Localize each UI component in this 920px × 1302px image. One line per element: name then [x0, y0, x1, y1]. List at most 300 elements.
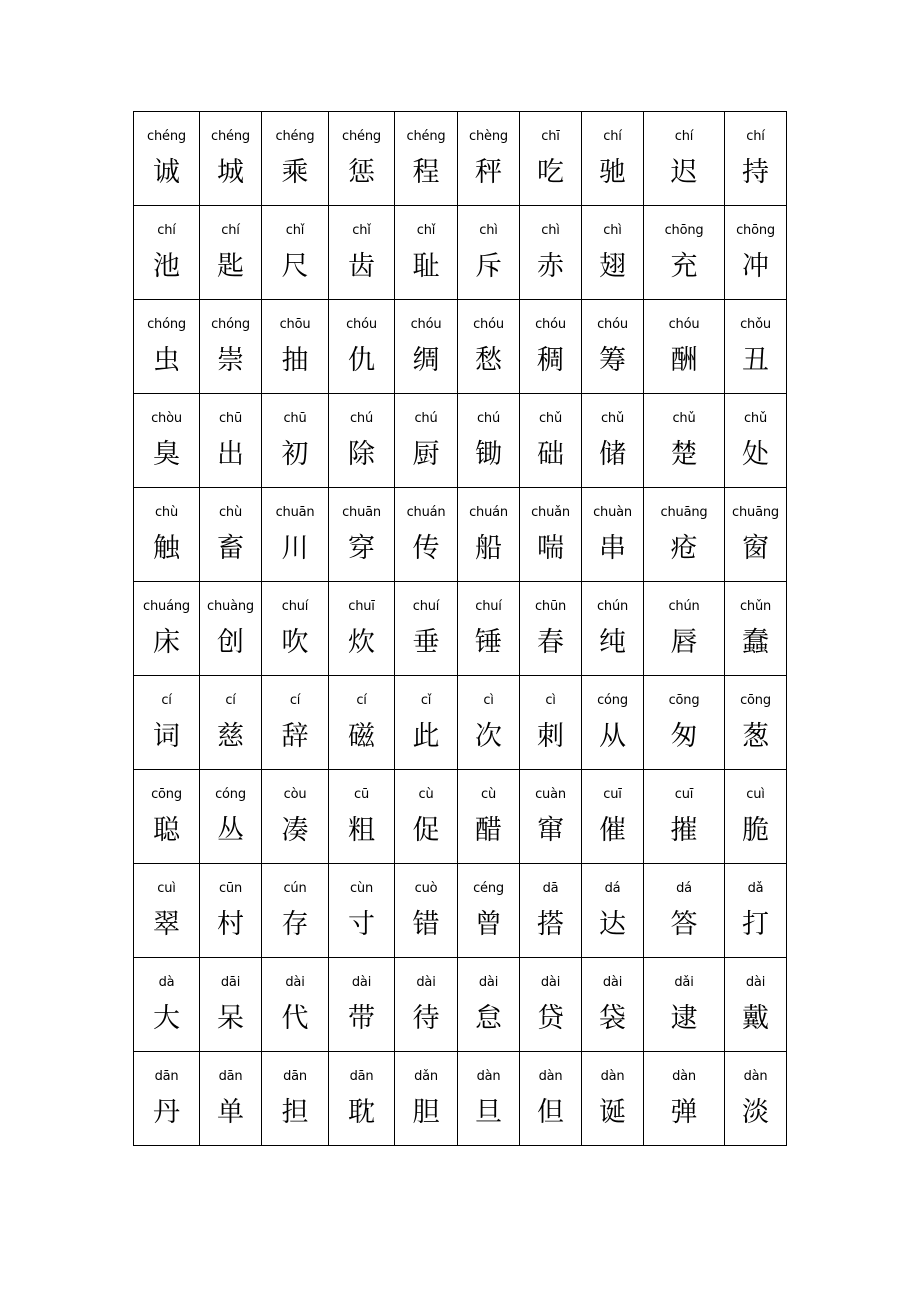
character-cell [329, 300, 395, 394]
hanzi-character: 惩 [348, 157, 375, 188]
pinyin-label: dǎ [747, 881, 764, 896]
pinyin-label: dài [416, 975, 436, 990]
pinyin-label: chūn [534, 599, 567, 614]
hanzi-character: 窜 [537, 815, 564, 846]
table-row [134, 582, 787, 676]
hanzi-character: 曾 [475, 909, 502, 940]
pinyin-label: cuì [746, 787, 765, 802]
hanzi-character: 创 [217, 627, 244, 658]
pinyin-label: cì [483, 693, 494, 708]
character-cell [200, 394, 262, 488]
pinyin-label: cuī [603, 787, 622, 802]
pinyin-label: cí [356, 693, 367, 708]
pinyin-label: chū [218, 411, 243, 426]
character-cell [329, 112, 395, 206]
hanzi-character: 待 [412, 1003, 440, 1034]
character-cell [200, 676, 262, 770]
character-cell [134, 394, 200, 488]
pinyin-label: chuí [475, 599, 502, 614]
hanzi-character: 处 [742, 439, 769, 470]
hanzi-character: 崇 [217, 345, 244, 376]
pinyin-label: cūn [218, 881, 243, 896]
pinyin-label: chǒu [740, 317, 771, 332]
character-cell [329, 770, 395, 864]
character-cell [520, 300, 582, 394]
pinyin-label: chuāng [660, 505, 708, 520]
character-cell [458, 1052, 520, 1146]
hanzi-character: 虫 [153, 345, 180, 376]
pinyin-label: chí [221, 223, 240, 238]
pinyin-label: chì [479, 223, 498, 238]
pinyin-label: chuáng [143, 599, 190, 614]
hanzi-character: 诞 [599, 1097, 626, 1128]
character-cell [644, 488, 725, 582]
character-cell [395, 864, 458, 958]
pinyin-label: chōng [664, 223, 704, 238]
hanzi-character: 愁 [475, 345, 502, 376]
character-cell [329, 958, 395, 1052]
pinyin-label: chǔ [538, 411, 563, 426]
character-cell [725, 112, 787, 206]
hanzi-character: 大 [153, 1003, 180, 1034]
hanzi-character: 船 [475, 533, 502, 564]
hanzi-character: 丛 [217, 815, 244, 846]
pinyin-label: chì [541, 223, 560, 238]
character-cell [329, 864, 395, 958]
hanzi-character: 寸 [348, 909, 375, 940]
pinyin-label: chuàn [593, 505, 632, 520]
hanzi-character: 存 [281, 909, 309, 940]
hanzi-character: 川 [281, 533, 309, 564]
hanzi-character: 厨 [412, 439, 440, 470]
pinyin-label: cōng [740, 693, 771, 708]
character-cell [262, 958, 329, 1052]
hanzi-character: 吃 [537, 157, 564, 188]
pinyin-label: chú [414, 411, 438, 426]
pinyin-label: chéng [275, 129, 315, 144]
character-cell [329, 676, 395, 770]
hanzi-character: 穿 [348, 533, 375, 564]
hanzi-character: 匙 [217, 251, 244, 282]
hanzi-character: 臭 [153, 439, 180, 470]
character-cell [520, 394, 582, 488]
pinyin-label: dāi [220, 975, 241, 990]
character-cell [134, 958, 200, 1052]
hanzi-character: 答 [670, 909, 698, 940]
character-cell [134, 1052, 200, 1146]
character-cell [520, 112, 582, 206]
pinyin-label: chóng [147, 317, 186, 332]
pinyin-label: chí [746, 129, 765, 144]
pinyin-label: dàn [476, 1069, 501, 1084]
hanzi-character: 错 [412, 909, 440, 940]
character-cell [200, 770, 262, 864]
hanzi-character: 词 [153, 721, 180, 752]
character-cell [329, 582, 395, 676]
character-cell [582, 300, 644, 394]
pinyin-label: chú [476, 411, 501, 426]
hanzi-character: 稠 [537, 345, 564, 376]
character-cell [644, 112, 725, 206]
character-cell [520, 958, 582, 1052]
pinyin-label: cuò [414, 881, 438, 896]
table-row [134, 958, 787, 1052]
pinyin-label: chǔ [672, 411, 696, 426]
character-cell [395, 488, 458, 582]
character-cell [582, 394, 644, 488]
character-cell [644, 300, 725, 394]
character-cell [725, 300, 787, 394]
pinyin-label: dān [283, 1069, 307, 1084]
hanzi-character: 凑 [281, 815, 309, 846]
hanzi-character: 蠢 [742, 627, 769, 658]
hanzi-character: 抽 [281, 345, 309, 376]
character-cell [582, 206, 644, 300]
pinyin-label: cì [545, 693, 556, 708]
pinyin-label: cuī [674, 787, 694, 802]
character-cell [725, 582, 787, 676]
pinyin-label: dài [602, 975, 623, 990]
character-cell [200, 582, 262, 676]
character-cell [644, 1052, 725, 1146]
pinyin-label: cún [283, 881, 307, 896]
hanzi-character: 传 [412, 533, 440, 564]
hanzi-character: 赤 [537, 251, 564, 282]
character-cell [458, 112, 520, 206]
character-cell [395, 206, 458, 300]
pinyin-label: dàn [672, 1069, 696, 1084]
character-cell [458, 676, 520, 770]
character-cell [520, 676, 582, 770]
pinyin-label: cù [481, 787, 496, 802]
hanzi-character: 冲 [742, 251, 769, 282]
pinyin-label: chuāng [732, 505, 779, 520]
hanzi-character: 催 [599, 815, 626, 846]
hanzi-character: 唇 [670, 627, 698, 658]
pinyin-label: chún [596, 599, 629, 614]
character-cell [200, 1052, 262, 1146]
hanzi-character: 单 [217, 1097, 244, 1128]
hanzi-character: 达 [599, 909, 626, 940]
pinyin-label: cuàn [535, 787, 566, 802]
character-cell [200, 206, 262, 300]
hanzi-character: 持 [742, 157, 769, 188]
pinyin-label: dān [349, 1069, 374, 1084]
pinyin-label: chóu [668, 317, 700, 332]
pinyin-label: cǐ [420, 693, 432, 708]
hanzi-character: 秤 [475, 157, 502, 188]
character-cell [458, 394, 520, 488]
character-cell [725, 770, 787, 864]
character-cell [134, 300, 200, 394]
character-cell [262, 1052, 329, 1146]
character-cell [395, 112, 458, 206]
hanzi-character: 葱 [742, 721, 769, 752]
character-cell [582, 1052, 644, 1146]
hanzi-character: 驰 [599, 157, 626, 188]
pinyin-label: cuì [157, 881, 176, 896]
pinyin-label: cùn [349, 881, 374, 896]
pinyin-label: chì [603, 223, 622, 238]
pinyin-label: dài [745, 975, 766, 990]
pinyin-label: chuí [281, 599, 309, 614]
character-cell [395, 1052, 458, 1146]
pinyin-label: chǐ [352, 223, 371, 238]
hanzi-character: 春 [537, 627, 564, 658]
character-cell [134, 770, 200, 864]
pinyin-label: dā [542, 881, 559, 896]
hanzi-character: 匆 [670, 721, 698, 752]
pinyin-label: chǐ [416, 223, 436, 238]
pinyin-label: dān [154, 1069, 179, 1084]
table-row [134, 676, 787, 770]
hanzi-character: 酬 [670, 345, 698, 376]
pinyin-label: cóng [215, 787, 246, 802]
character-cell [458, 864, 520, 958]
pinyin-label: cí [161, 693, 172, 708]
hanzi-character: 吹 [281, 627, 309, 658]
pinyin-label: cū [354, 787, 369, 802]
character-cell [582, 770, 644, 864]
table-row [134, 864, 787, 958]
hanzi-character: 胆 [412, 1097, 440, 1128]
pinyin-label: dà [158, 975, 175, 990]
hanzi-character: 醋 [475, 815, 502, 846]
hanzi-character: 炊 [348, 627, 375, 658]
hanzi-character: 翠 [153, 909, 180, 940]
character-cell [262, 864, 329, 958]
pinyin-label: cōng [151, 787, 182, 802]
character-cell [395, 394, 458, 488]
table-row [134, 112, 787, 206]
character-cell [262, 300, 329, 394]
hanzi-character: 耽 [348, 1097, 375, 1128]
character-cell [520, 582, 582, 676]
pinyin-label: dài [285, 975, 305, 990]
pinyin-label: chù [154, 505, 179, 520]
hanzi-character: 绸 [412, 345, 440, 376]
hanzi-character: 弹 [670, 1097, 698, 1128]
pinyin-label: chèng [469, 129, 508, 144]
character-cell [200, 864, 262, 958]
pinyin-label: chún [668, 599, 700, 614]
pinyin-label: chí [603, 129, 622, 144]
hanzi-character: 耻 [412, 251, 440, 282]
table-row [134, 1052, 787, 1146]
hanzi-character: 村 [217, 909, 244, 940]
character-cell [262, 582, 329, 676]
hanzi-character: 串 [599, 533, 626, 564]
hanzi-character: 锄 [475, 439, 502, 470]
character-cell [134, 676, 200, 770]
character-cell [395, 770, 458, 864]
hanzi-character: 纯 [599, 627, 626, 658]
character-cell [644, 864, 725, 958]
character-cell [134, 112, 200, 206]
table-row [134, 488, 787, 582]
character-cell [520, 770, 582, 864]
pinyin-label: chóu [597, 317, 628, 332]
pinyin-label: chéng [406, 129, 446, 144]
pinyin-label: chéng [342, 129, 381, 144]
hanzi-character: 乘 [281, 157, 309, 188]
pinyin-label: chí [674, 129, 694, 144]
pinyin-label: chǔ [743, 411, 768, 426]
hanzi-character: 代 [281, 1003, 309, 1034]
character-cell [458, 300, 520, 394]
character-cell [520, 1052, 582, 1146]
pinyin-label: chū [283, 411, 307, 426]
pinyin-label: chóu [535, 317, 566, 332]
pinyin-label: dài [478, 975, 499, 990]
character-cell [262, 206, 329, 300]
pinyin-label: céng [473, 881, 504, 896]
character-cell [329, 488, 395, 582]
hanzi-character: 楚 [670, 439, 698, 470]
table-row [134, 300, 787, 394]
character-cell [582, 676, 644, 770]
hanzi-character: 齿 [348, 251, 375, 282]
hanzi-character: 搭 [537, 909, 564, 940]
pinyin-label: cóng [597, 693, 628, 708]
hanzi-character: 垂 [412, 627, 440, 658]
pinyin-label: cōng [668, 693, 700, 708]
character-cell [644, 206, 725, 300]
table-row [134, 770, 787, 864]
character-cell [262, 770, 329, 864]
character-cell [134, 582, 200, 676]
character-cell [725, 394, 787, 488]
character-cell [395, 676, 458, 770]
pinyin-label: dǎn [414, 1069, 438, 1084]
character-cell [725, 488, 787, 582]
pinyin-label: dài [540, 975, 561, 990]
character-cell [725, 676, 787, 770]
character-cell [520, 206, 582, 300]
pinyin-label: dàn [600, 1069, 625, 1084]
pinyin-label: dài [351, 975, 372, 990]
hanzi-character: 打 [742, 909, 769, 940]
pinyin-label: chóu [410, 317, 442, 332]
pinyin-label: chí [157, 223, 176, 238]
pinyin-label: cí [289, 693, 301, 708]
hanzi-character: 丑 [742, 345, 769, 376]
pinyin-label: chī [541, 129, 560, 144]
character-cell [329, 394, 395, 488]
pinyin-label: chú [349, 411, 374, 426]
hanzi-character: 畜 [217, 533, 244, 564]
character-cell [458, 488, 520, 582]
character-cell [725, 864, 787, 958]
pinyin-label: dǎi [674, 975, 694, 990]
pinyin-label: dàn [743, 1069, 768, 1084]
character-cell [395, 300, 458, 394]
hanzi-character: 斥 [475, 251, 502, 282]
pinyin-label: chóu [473, 317, 504, 332]
hanzi-character: 此 [412, 721, 440, 752]
hanzi-character: 锤 [475, 627, 502, 658]
character-cell [458, 770, 520, 864]
hanzi-character: 但 [537, 1097, 564, 1128]
hanzi-character: 仇 [348, 345, 375, 376]
character-cell [200, 958, 262, 1052]
hanzi-character: 促 [412, 815, 440, 846]
hanzi-character: 尺 [281, 251, 309, 282]
pinyin-label: chóng [211, 317, 250, 332]
hanzi-character: 出 [217, 439, 244, 470]
character-cell [520, 488, 582, 582]
character-cell [520, 864, 582, 958]
character-cell [644, 676, 725, 770]
pinyin-label: chéng [211, 129, 250, 144]
hanzi-character: 诚 [153, 157, 180, 188]
character-cell [395, 958, 458, 1052]
pinyin-label: chù [218, 505, 243, 520]
character-cell [134, 864, 200, 958]
pinyin-label: dá [676, 881, 692, 896]
hanzi-character: 床 [153, 627, 180, 658]
character-cell [458, 206, 520, 300]
hanzi-character: 呆 [217, 1003, 244, 1034]
pinyin-label: chōu [279, 317, 311, 332]
character-cell [644, 958, 725, 1052]
hanzi-character: 刺 [537, 721, 564, 752]
character-cell [582, 488, 644, 582]
character-cell [200, 488, 262, 582]
pinyin-label: còu [283, 787, 307, 802]
pinyin-label: dàn [538, 1069, 563, 1084]
character-cell [582, 582, 644, 676]
character-cell [395, 582, 458, 676]
pinyin-label: chòu [151, 411, 182, 426]
pinyin-label: chuí [412, 599, 440, 614]
pinyin-label: chuān [342, 505, 381, 520]
pinyin-label: chóu [346, 317, 377, 332]
hanzi-character: 旦 [475, 1097, 502, 1128]
hanzi-character: 逮 [670, 1003, 698, 1034]
character-cell [134, 488, 200, 582]
hanzi-character: 充 [670, 251, 698, 282]
character-cell [725, 1052, 787, 1146]
hanzi-character: 触 [153, 533, 180, 564]
hanzi-character: 翅 [599, 251, 626, 282]
character-cell [200, 300, 262, 394]
hanzi-character: 次 [475, 721, 502, 752]
pinyin-label: chuán [469, 505, 508, 520]
hanzi-character: 脆 [742, 815, 769, 846]
pinyin-label: chuǎn [531, 505, 570, 520]
pinyin-label: chuàng [207, 599, 254, 614]
pinyin-label: chǐ [285, 223, 305, 238]
hanzi-character: 初 [281, 439, 309, 470]
hanzi-character: 慈 [217, 721, 244, 752]
character-cell [725, 206, 787, 300]
table-row [134, 394, 787, 488]
pinyin-label: cí [225, 693, 236, 708]
character-cell [725, 958, 787, 1052]
character-cell [200, 112, 262, 206]
character-cell [458, 582, 520, 676]
hanzi-character: 池 [153, 251, 180, 282]
hanzi-character: 迟 [670, 157, 698, 188]
character-cell [458, 958, 520, 1052]
character-cell [582, 864, 644, 958]
character-cell [644, 582, 725, 676]
hanzi-character: 粗 [348, 815, 375, 846]
pinyin-label: chuán [406, 505, 446, 520]
hanzi-character: 辞 [281, 721, 309, 752]
character-cell [262, 488, 329, 582]
